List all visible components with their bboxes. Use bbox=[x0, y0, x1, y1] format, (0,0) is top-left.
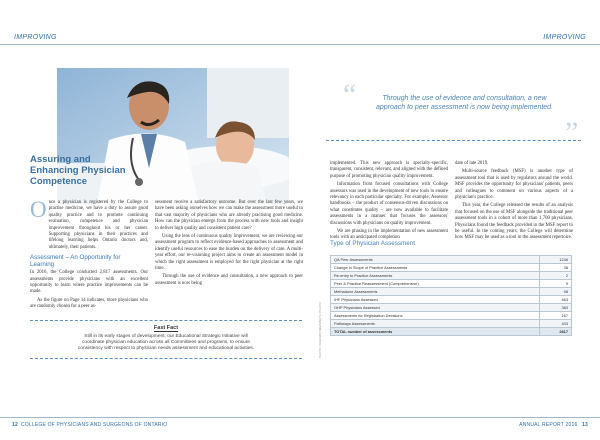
paragraph: Multi-source feedback (MSF) is another type of assessment tool that is used by regulators around the world. MSF provides the opportunity for physicians' patients, peers and colleagues to comment on various aspects of a physician's practice. bbox=[455, 169, 573, 201]
paragraph: As the figure on Page 14 indicates, more physicians who are randomly chosen for a peer as- bbox=[30, 297, 148, 310]
fast-fact-title: Fast Fact bbox=[153, 325, 179, 331]
section-subheading: Assessment – An Opportunity for Learning bbox=[30, 254, 121, 269]
table-row: QA Peer Assessments 1246 bbox=[331, 256, 572, 264]
table-row: Peer & Practice Reassessment (Comprehensive) 9 bbox=[331, 280, 572, 288]
paragraph: We are phasing in the implementation of new assessment tools with an anticipated completion bbox=[330, 229, 448, 241]
drop-cap: O bbox=[30, 197, 47, 222]
table-row: Assessments for Registration Decisions 167 bbox=[331, 312, 572, 320]
page-number-left: 12 bbox=[12, 422, 18, 428]
paragraph: In 2016, the College conducted 2,817 assessments. Our assessments provide physicians with an excellent opportunity to learn where practice improvements can be made. bbox=[30, 270, 148, 295]
text-column-3 bbox=[330, 161, 448, 244]
table-total-row: TOTAL number of assessments 2817 bbox=[331, 328, 572, 336]
header-rule-right bbox=[300, 44, 600, 45]
text-column-1 bbox=[30, 197, 148, 313]
intro-paragraph: nce a physician is registered by the College to practise medicine, we have a duty to assure good quality practice and to promote continuing evaluation, competence and physician improvement throughout his or her career. Supporting physicians in their practices and lifelong learning helps Ontario doctors and, ultimately, their patients. bbox=[48, 200, 148, 250]
page-number-right: 13 bbox=[582, 422, 588, 428]
open-quote-mark: “ bbox=[343, 78, 357, 111]
footer-left bbox=[12, 422, 167, 428]
publisher-name: COLLEGE OF PHYSICIANS AND SURGEONS OF ONTARIO bbox=[20, 422, 168, 428]
assessment-table bbox=[330, 255, 572, 336]
table-row: Methadone Assessments 98 bbox=[331, 288, 572, 296]
footer-right bbox=[519, 422, 588, 428]
fast-fact-rule-top bbox=[30, 320, 302, 321]
section-tag-left: IMPROVING bbox=[14, 34, 57, 41]
table-row: Pathways Assessments 433 bbox=[331, 320, 572, 328]
fast-fact-rule-bottom bbox=[30, 358, 302, 359]
section-tag-right: IMPROVING bbox=[543, 34, 586, 41]
article-title: Assuring and Enhancing Physician Competence bbox=[30, 154, 126, 187]
table-row: Re-entry to Practice Assessments 2 bbox=[331, 272, 572, 280]
text-column-4 bbox=[455, 161, 573, 244]
header-rule-left bbox=[0, 44, 300, 45]
paragraph: implemented. This new approach is specialty-specific, transparent, consistent, relevant, and aligned with the defined purpose of promoting physician quality improvement. bbox=[330, 161, 448, 179]
paragraph: Using the lens of continuous quality improvement, we are reviewing our assessment program to reflect evidence-based approaches to assessment and identify useful resources to ease the burden on the delivery of care. A multi-year effort, our re-visioning project aims to create an assessment model in which the right assessment is employed for the right physician at the right time. bbox=[155, 234, 303, 272]
table-row: OHP Physicians Assessed 383 bbox=[331, 304, 572, 312]
paragraph: date of late 2019. bbox=[455, 161, 489, 166]
paragraph: Through the use of evidence and consultation, a new approach to peer assessment is now being bbox=[155, 274, 303, 286]
close-quote-mark: ” bbox=[565, 116, 579, 149]
footer-rule bbox=[0, 417, 600, 418]
paragraph: Information from focused consultations with College assessors was used in the development of new tools to ensure relevancy in each particular specialty. For example, Assessor handbooks – the product of consensus-driven discussions on what constitutes quality – are now available to facilitate assessments in a manner that focuses the assessors' discussions with physicians on quality improvement. bbox=[330, 182, 448, 226]
pull-quote: Through the use of evidence and consultation, a new approach to peer assessment is now being implemented. bbox=[375, 95, 554, 111]
paragraph: sessment receive a satisfactory outcome. But over the last few years, we have been asking ourselves how we can make the assessment more useful to that vast majority of physicians who are already practising good medicine. How can the physician emerge from the process with new tools and insight to deliver high quality and consistent patient care? bbox=[155, 200, 303, 231]
table-title: Type of Physician Assessment bbox=[330, 240, 416, 247]
fast-fact-text: Still in its early stages of development, our Educational Strategic Initiative will coordinate physician education across all Committees and programs, to ensure consistency with respect to physician needs assessment and educational activities. bbox=[77, 334, 255, 351]
table-row: Change in Scope of Practice Assessments 36 bbox=[331, 264, 572, 272]
pull-quote-rule bbox=[326, 140, 581, 141]
fast-fact-box bbox=[30, 320, 302, 359]
paragraph: This year, the College released the results of an analysis that focused on the use of MSF alongside the traditional peer assessment tools in a cohort of more than 1,700 physicians. Physicians found the feedback provided in the MSF report to be useful. In the coming years, the College will determine how MSF may be used as a tool in the assessment repertoire. bbox=[455, 203, 573, 241]
report-name: ANNUAL REPORT 2016 bbox=[519, 422, 578, 428]
text-column-2 bbox=[155, 200, 303, 289]
table-row: IHF Physicians Assessed 463 bbox=[331, 296, 572, 304]
photo-credit: PHOTO: DREAMSTIME/SINHYU PHOTO bbox=[318, 302, 322, 358]
